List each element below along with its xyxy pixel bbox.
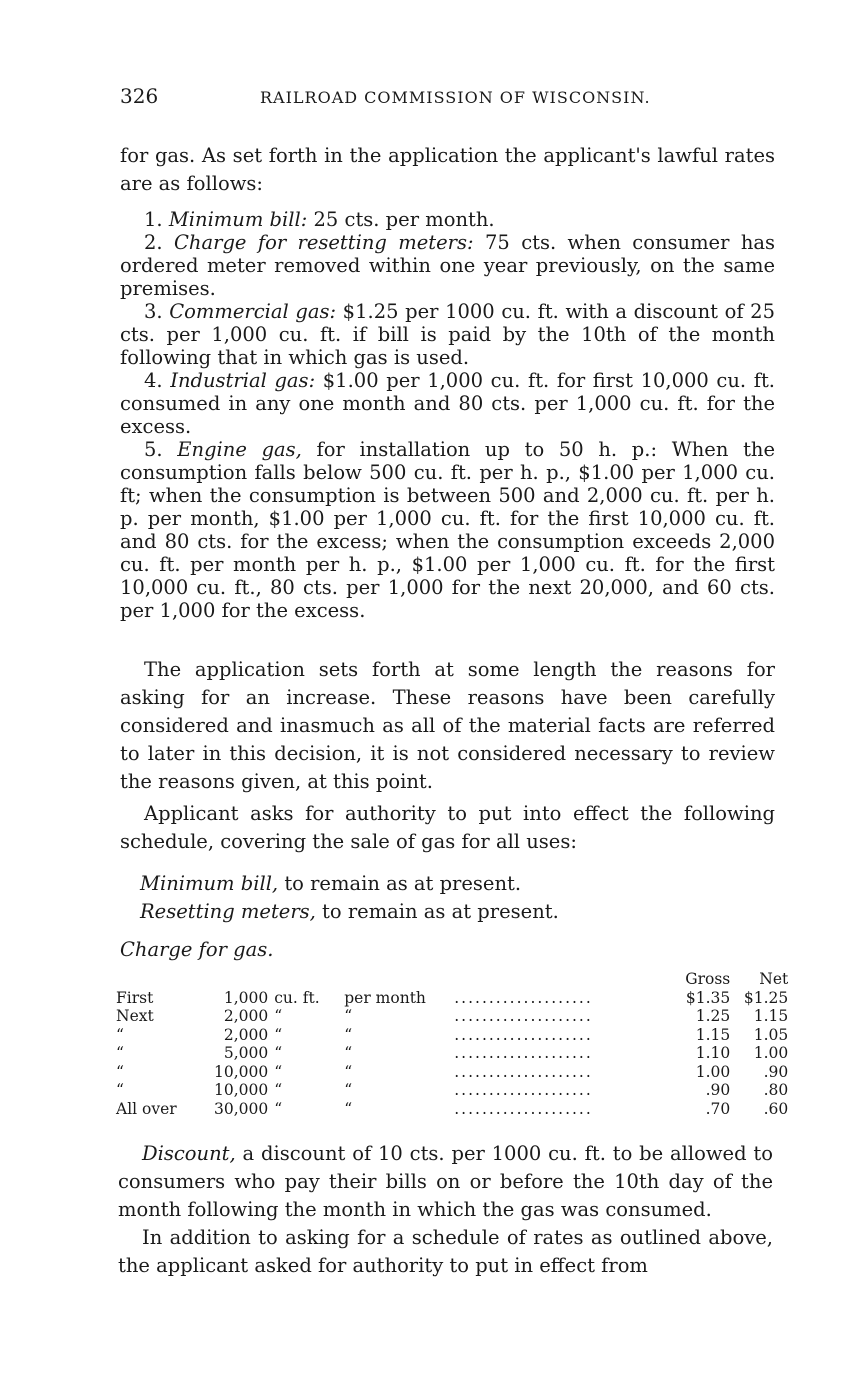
row-quantity: 10,000 — [214, 1062, 269, 1081]
row-net: 1.15 — [753, 1007, 789, 1025]
row-period: “ — [344, 1007, 353, 1025]
table-row — [116, 1026, 788, 1045]
row-net: 1.05 — [753, 1025, 789, 1044]
table-header-row — [116, 970, 788, 989]
row-unit: cu. ft. — [274, 988, 320, 1007]
statement-line — [140, 870, 559, 898]
table-row — [116, 1063, 788, 1082]
rate-number: 2. — [144, 231, 163, 254]
statement-text: to remain as at present. — [278, 872, 522, 895]
row-gross: .70 — [705, 1099, 731, 1118]
row-net: .90 — [763, 1062, 789, 1081]
running-head: RAILROAD COMMISSION OF WISCONSIN. — [260, 88, 651, 107]
discount-label: Discount, — [142, 1142, 236, 1165]
row-label: All over — [116, 1099, 177, 1118]
row-period: “ — [344, 1025, 353, 1044]
row-label: Next — [116, 1007, 154, 1025]
rate-text: 25 cts. per month. — [307, 208, 495, 231]
row-leader: .................... — [454, 1007, 593, 1025]
rate-item — [120, 300, 775, 369]
row-gross: 1.25 — [695, 1007, 731, 1025]
row-period: “ — [344, 1044, 353, 1062]
row-gross: $1.35 — [685, 988, 731, 1007]
row-period: “ — [344, 1099, 353, 1118]
existing-rates-list — [120, 208, 775, 622]
row-unit: “ — [274, 1007, 283, 1025]
rate-number: 4. — [144, 369, 163, 392]
rate-label: Minimum bill: — [168, 208, 308, 231]
application-reasons-paragraph: The application sets forth at some length the reasons for asking for an increase. These reasons have been carefully considered and inasmuch as all of the material facts are referred to later in this decision, it is not considered necessary to review the reasons given, at this point. — [120, 658, 775, 793]
row-unit: “ — [274, 1025, 283, 1044]
intro-text: for gas. As set forth in the application the applicant's lawful rates are as follows: — [120, 144, 775, 195]
net-header: Net — [759, 970, 789, 988]
page-header — [120, 84, 780, 114]
row-net: .80 — [763, 1081, 789, 1099]
row-label: “ — [116, 1081, 124, 1099]
rate-number: 5. — [144, 438, 163, 461]
row-leader: .................... — [454, 1025, 593, 1044]
statement-label: Minimum bill, — [140, 872, 279, 895]
row-net: .60 — [763, 1099, 789, 1118]
rate-text: 75 cts. when consumer has ordered meter removed within one year previously, on the same premises. — [120, 231, 776, 300]
statement-line — [140, 898, 559, 926]
row-period: per month — [344, 988, 426, 1007]
authority-paragraph: Applicant asks for authority to put into effect the following schedule, covering the sale of gas for all uses: — [120, 802, 775, 853]
discount-paragraph — [118, 1140, 773, 1224]
row-period: “ — [344, 1081, 353, 1099]
rate-text: $1.25 per 1000 cu. ft. with a discount of 25 cts. per 1,000 cu. ft. if bill is paid by the 10th of the month following that in which gas is used. — [120, 300, 775, 369]
row-net: 1.00 — [753, 1044, 789, 1062]
application-paragraphs — [120, 656, 775, 856]
row-unit: “ — [274, 1062, 283, 1081]
table-row — [116, 1100, 788, 1119]
row-leader: .................... — [454, 1099, 593, 1118]
intro-paragraph — [120, 142, 775, 198]
gross-header: Gross — [685, 970, 731, 988]
row-gross: 1.10 — [695, 1044, 731, 1062]
table-row — [116, 1081, 788, 1100]
discount-text: a discount of 10 cts. per 1000 cu. ft. to be allowed to consumers who pay their bills on or before the 10th day of the month following the month in which the gas was consumed. — [118, 1142, 773, 1221]
rate-item — [120, 208, 775, 231]
rate-text: $1.00 per 1,000 cu. ft. for first 10,000 cu. ft. consumed in any one month and 80 cts. per 1,000 cu. ft. for the excess. — [120, 369, 775, 438]
row-label: First — [116, 988, 154, 1007]
discount-section — [118, 1140, 773, 1280]
row-leader: .................... — [454, 1044, 593, 1062]
row-unit: “ — [274, 1044, 283, 1062]
table-row — [116, 989, 788, 1008]
row-quantity: 2,000 — [223, 1007, 269, 1025]
rate-label: Engine gas, — [177, 438, 302, 461]
row-unit: “ — [274, 1081, 283, 1099]
rate-item — [120, 369, 775, 438]
rate-item — [120, 438, 775, 622]
rate-number: 1. — [144, 208, 163, 231]
row-quantity: 2,000 — [223, 1025, 269, 1044]
row-quantity: 30,000 — [214, 1099, 269, 1118]
row-quantity: 10,000 — [214, 1081, 269, 1099]
addition-paragraph: In addition to asking for a schedule of rates as outlined above, the applicant asked for authority to put in effect from — [118, 1226, 773, 1277]
row-label: “ — [116, 1025, 124, 1044]
table-row — [116, 1044, 788, 1063]
row-leader: .................... — [454, 988, 593, 1007]
statement-label: Resetting meters, — [140, 900, 316, 923]
rate-label: Industrial gas: — [170, 369, 316, 392]
row-gross: 1.00 — [695, 1062, 731, 1081]
unchanged-charges — [140, 870, 559, 926]
row-label: “ — [116, 1062, 124, 1081]
charge-for-gas-heading: Charge for gas. — [120, 938, 274, 961]
rate-label: Charge for resetting meters: — [174, 231, 474, 254]
row-period: “ — [344, 1062, 353, 1081]
statement-text: to remain as at present. — [315, 900, 559, 923]
row-gross: 1.15 — [695, 1025, 731, 1044]
row-label: “ — [116, 1044, 124, 1062]
proposed-rate-table — [116, 970, 788, 1118]
page-number: 326 — [120, 84, 159, 108]
row-net: $1.25 — [743, 988, 789, 1007]
rate-label: Commercial gas: — [169, 300, 337, 323]
table-row — [116, 1007, 788, 1026]
row-leader: .................... — [454, 1081, 593, 1099]
row-quantity: 1,000 — [223, 988, 269, 1007]
row-unit: “ — [274, 1099, 283, 1118]
row-leader: .................... — [454, 1062, 593, 1081]
rate-text: for installation up to 50 h. p.: When the consumption falls below 500 cu. ft. per h. p., $1.00 per 1,000 cu. ft; when the consumption is between 500 and 2,000 cu. ft. per h. p. per month, $1.00 per 1,000 cu. ft. for the first 10,000 cu. ft. and 80 cts. for the excess; when the consumption exceeds 2,000 cu. ft. per month per h. p., $1.00 per 1,000 cu. ft. for the first 10,000 cu. ft., 80 cts. per 1,000 for the next 20,000, and 60 cts. per 1,000 for the excess. — [120, 438, 776, 622]
row-gross: .90 — [705, 1081, 731, 1099]
row-quantity: 5,000 — [223, 1044, 269, 1062]
rate-item — [120, 231, 775, 300]
rate-number: 3. — [144, 300, 163, 323]
